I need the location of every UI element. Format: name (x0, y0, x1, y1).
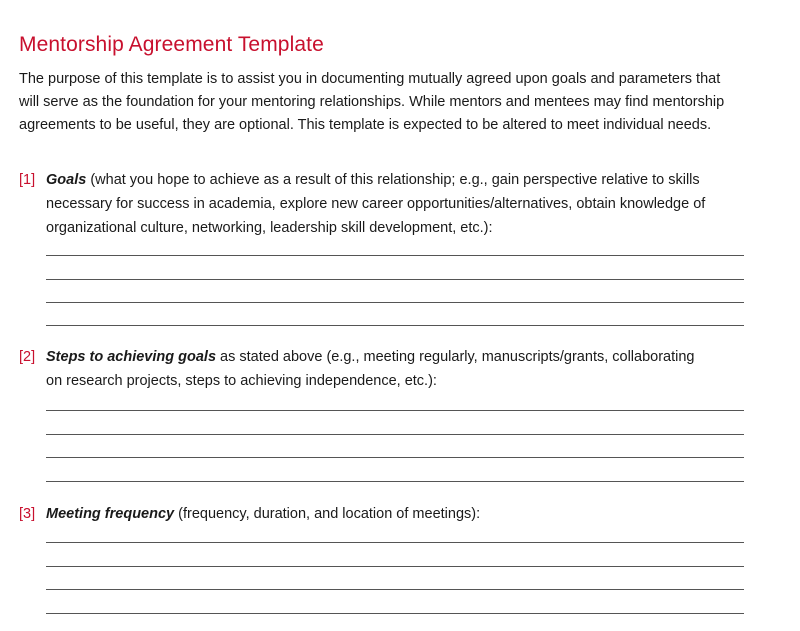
answer-line[interactable] (46, 457, 744, 458)
section-description: organizational culture, networking, leadership skill development, etc.): (46, 220, 493, 236)
answer-line[interactable] (46, 325, 744, 326)
intro-paragraph (19, 68, 779, 137)
answer-line[interactable] (46, 589, 744, 590)
section-description: (what you hope to achieve as a result of this relationship; e.g., gain perspective relative to skills (86, 172, 700, 188)
section-description: necessary for success in academia, explore new career opportunities/alternatives, obtain knowledge of (46, 196, 706, 212)
section-number: [3] (19, 506, 36, 522)
section-number: [2] (19, 349, 36, 365)
section-text (46, 502, 762, 526)
intro-line: The purpose of this template is to assist you in documenting mutually agreed upon goals and parameters that (19, 71, 721, 87)
answer-line[interactable] (46, 613, 744, 614)
answer-line[interactable] (46, 255, 744, 256)
answer-line[interactable] (46, 434, 744, 435)
intro-line: agreements to be useful, they are optional. This template is expected to be altered to meet individual needs. (19, 117, 712, 133)
answer-line[interactable] (46, 542, 744, 543)
section-text (46, 345, 762, 393)
answer-line[interactable] (46, 279, 744, 280)
section-heading: Goals (46, 172, 87, 188)
section-description: (frequency, duration, and location of meetings): (174, 506, 481, 522)
intro-line: will serve as the foundation for your mentoring relationships. While mentors and mentees may find mentorship (19, 94, 725, 110)
answer-line[interactable] (46, 410, 744, 411)
section-description: as stated above (e.g., meeting regularly, manuscripts/grants, collaborating (216, 349, 695, 365)
section-text (46, 168, 762, 240)
answer-line[interactable] (46, 566, 744, 567)
section-heading: Meeting frequency (46, 506, 175, 522)
document-title: Mentorship Agreement Template (19, 33, 324, 56)
answer-line[interactable] (46, 302, 744, 303)
section-heading: Steps to achieving goals (46, 349, 217, 365)
section-description: on research projects, steps to achieving independence, etc.): (46, 373, 437, 389)
answer-line[interactable] (46, 481, 744, 482)
section-number: [1] (19, 172, 36, 188)
